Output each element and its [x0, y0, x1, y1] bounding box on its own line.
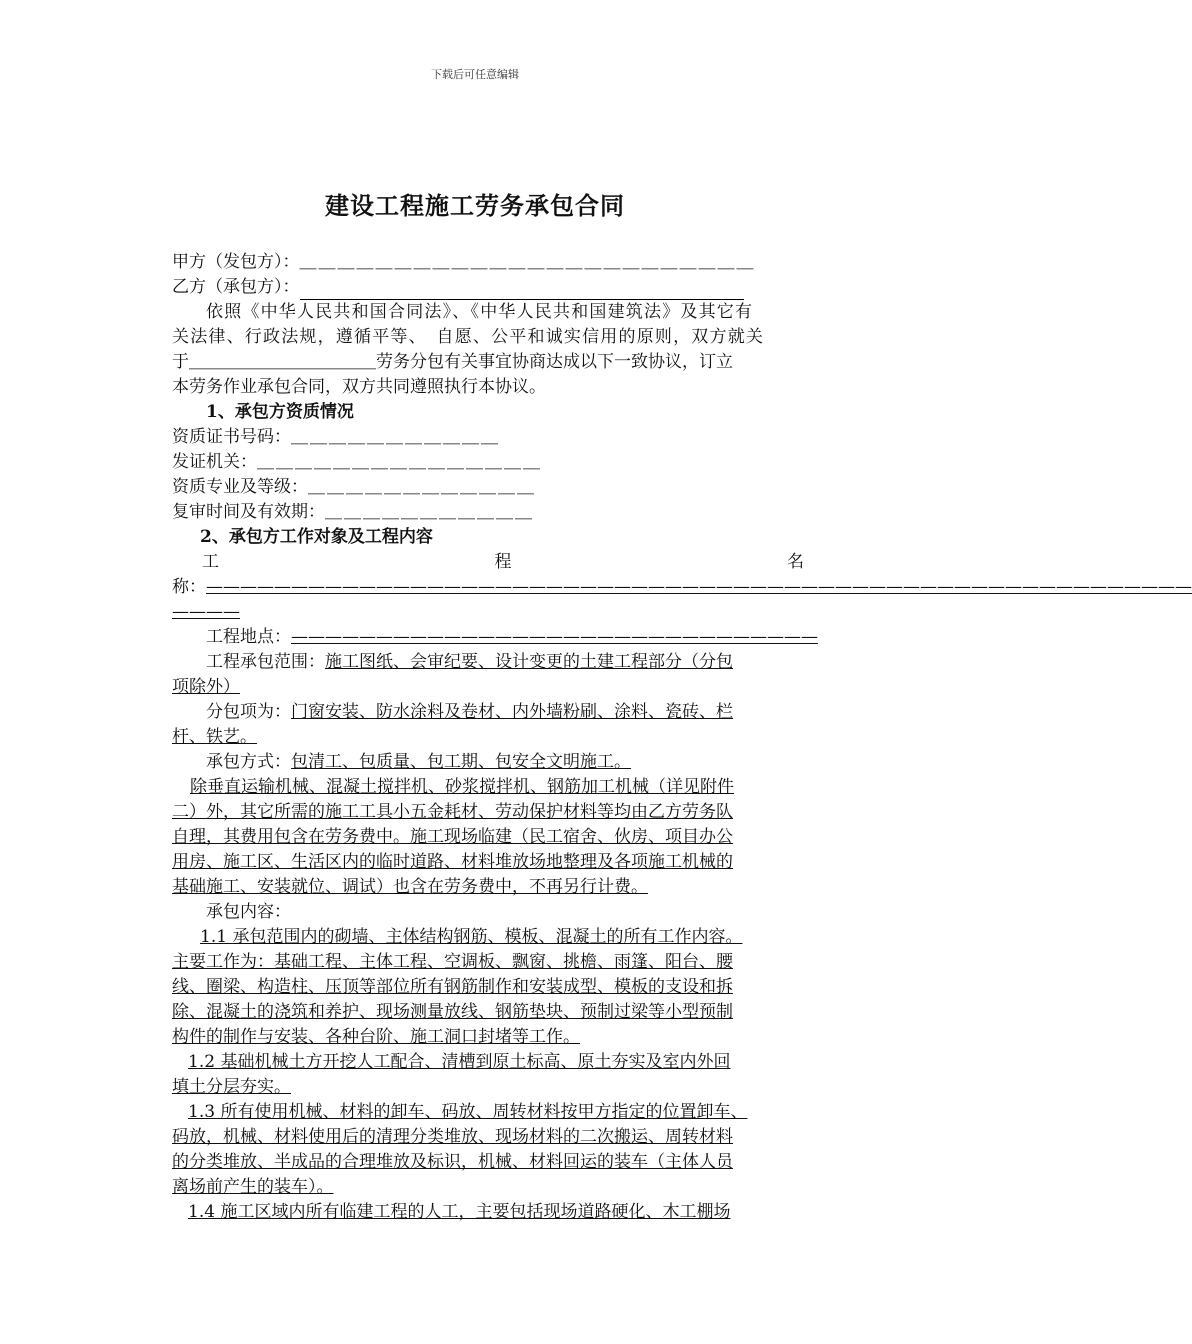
item-text: 1.3 所有使用机械、材料的卸车、码放、周转材料按甲方指定的位置卸车、 [188, 1102, 748, 1122]
item-1-1-line [172, 950, 808, 975]
intro-line [172, 350, 808, 375]
qualification-field [172, 425, 808, 450]
party-a-label: 甲方（发包方）： [172, 252, 300, 272]
method-line [172, 750, 808, 775]
project-name-spread [172, 550, 808, 575]
document-title: 建设工程施工劳务承包合同 [325, 191, 625, 220]
equipment-line [172, 775, 808, 800]
scope-value: 施工图纸、会审纪要、设计变更的土建工程部分（分包 [325, 652, 733, 672]
method-value: 包清工、包质量、包工期、包安全文明施工。 [291, 752, 631, 772]
project-name-line [172, 575, 1192, 600]
project-name-char: 程 [494, 552, 512, 572]
method-label: 承包方式： [206, 752, 291, 772]
item-1-2-line [172, 1075, 808, 1100]
item-text: 除、混凝土的浇筑和养护、现场测量放线、钢筋垫块、预制过梁等小型预制 [172, 1002, 733, 1022]
party-a-line [172, 250, 808, 275]
item-1-4-line [172, 1200, 808, 1225]
intro-line: 关法律、行政法规，遵循平等、 自愿、公平和诚实信用的原则，双方就关 [172, 327, 765, 347]
subcontract-label: 分包项为： [206, 702, 291, 722]
scope-line [172, 650, 808, 675]
field-blank: ＿＿＿＿＿＿＿＿＿＿＿ [291, 427, 500, 447]
field-label: 资质证书号码： [172, 427, 291, 447]
project-name-char: 工 [202, 552, 219, 572]
field-label: 资质专业及等级： [172, 477, 308, 497]
item-text: 主要工作为：基础工程、主体工程、空调板、飘窗、挑檐、雨篷、阳台、腰 [172, 952, 733, 972]
item-text: 的分类堆放、半成品的合理堆放及标识，机械、材料回运的装车（主体人员 [172, 1152, 733, 1172]
item-1-1-line [172, 1025, 808, 1050]
scope-label: 工程承包范围： [206, 652, 325, 672]
party-b-label: 乙方（承包方）： [172, 277, 300, 297]
qualification-field [172, 500, 808, 525]
equipment-line [172, 875, 808, 900]
item-1-3-line [172, 1100, 808, 1125]
subcontract-value: 杆、铁艺。 [172, 727, 257, 747]
equipment-text: 基础施工、安装就位、调试）也含在劳务费中，不再另行计费。 [172, 877, 648, 897]
equipment-text: 二）外，其它所需的施工工具小五金耗材、劳动保护材料等均由乙方劳务队 [172, 802, 733, 822]
subcontract-line [172, 725, 808, 750]
party-a-blank: ＿＿＿＿＿＿＿＿＿＿＿＿＿＿＿＿＿＿＿＿＿＿＿＿ [299, 252, 756, 272]
field-blank: ＿＿＿＿＿＿＿＿＿＿＿ [325, 502, 534, 522]
item-1-1-line [172, 975, 808, 1000]
equipment-text: 除垂直运输机械、混凝土搅拌机、砂浆搅拌机、钢筋加工机械（详见附件 [190, 777, 734, 797]
scope-value: 项除外） [172, 677, 240, 697]
location-line [172, 625, 818, 650]
equipment-text: 用房、施工区、生活区内的临时道路、材料堆放场地整理及各项施工机械的 [172, 852, 733, 872]
equipment-line [172, 800, 808, 825]
project-name-blank: ———— [172, 602, 240, 622]
section2-heading: 2、承包方工作对象及工程内容 [200, 527, 433, 547]
subcontract-line [172, 700, 808, 725]
intro-suffix: 劳务分包有关事宜协商达成以下一致协议，订立 [376, 352, 733, 372]
location-blank: ——————————————————————————————— [291, 627, 818, 647]
project-name-blank-cont [172, 600, 808, 625]
party-b-line [172, 275, 808, 300]
item-text: 离场前产生的装车）。 [172, 1177, 334, 1197]
equipment-text: 自理，其费用包含在劳务费中。施工现场临建（民工宿舍、伙房、项目办公 [172, 827, 733, 847]
field-blank: ＿＿＿＿＿＿＿＿＿＿＿＿＿＿＿ [257, 452, 542, 472]
qualification-field [172, 475, 808, 500]
content-label: 承包内容： [206, 902, 291, 922]
item-text: 1.2 基础机械土方开挖人工配合、清槽到原土标高、原土夯实及室内外回 [188, 1052, 731, 1072]
item-1-3-line [172, 1175, 808, 1200]
subcontract-value: 门窗安装、防水涂料及卷材、内外墙粉刷、涂料、瓷砖、栏 [291, 702, 733, 722]
location-label: 工程地点： [206, 627, 291, 647]
intro-blank: ＿＿＿＿＿＿＿＿＿＿＿ [189, 352, 376, 372]
intro-line: 依照《中华人民共和国合同法》、《中华人民共和国建筑法》及其它有 [206, 302, 754, 322]
item-1-3-line [172, 1150, 808, 1175]
item-1-1-line [172, 925, 808, 950]
field-label: 发证机关： [172, 452, 257, 472]
item-text: 1.1 承包范围内的砌墙、主体结构钢筋、模板、混凝土的所有工作内容。 [200, 927, 743, 947]
item-text: 线、圈梁、构造柱、压顶等部位所有钢筋制作和安装成型、模板的支设和拆 [172, 977, 733, 997]
project-name-label: 称： [172, 577, 206, 597]
field-label: 复审时间及有效期： [172, 502, 325, 522]
scope-line [172, 675, 808, 700]
intro-prefix: 于 [172, 352, 189, 372]
item-1-3-line [172, 1125, 808, 1150]
section1-heading: 1、承包方资质情况 [206, 402, 354, 422]
field-blank: ＿＿＿＿＿＿＿＿＿＿＿＿ [308, 477, 536, 497]
equipment-line [172, 850, 808, 875]
header-note: 下载后可任意编辑 [431, 68, 519, 81]
contract-body [172, 250, 1192, 1225]
qualification-field [172, 450, 808, 475]
equipment-line [172, 825, 808, 850]
intro-line: 本劳务作业承包合同，双方共同遵照执行本协议。 [172, 377, 546, 397]
item-text: 构件的制作与安装、各种台阶、施工洞口封堵等工作。 [172, 1027, 580, 1047]
item-text: 填土分层夯实。 [172, 1077, 291, 1097]
project-name-char: 名 [787, 552, 804, 572]
item-1-2-line [172, 1050, 808, 1075]
item-1-1-line [172, 1000, 808, 1025]
item-text: 码放，机械、材料使用后的清理分类堆放、现场材料的二次搬运、周转材料 [172, 1127, 733, 1147]
project-name-blank: —————————————————————————————————————————————————————————— [206, 577, 1192, 597]
party-b-blank [300, 281, 744, 300]
item-text: 1.4 施工区域内所有临建工程的人工，主要包括现场道路硬化、木工棚场 [188, 1202, 731, 1222]
